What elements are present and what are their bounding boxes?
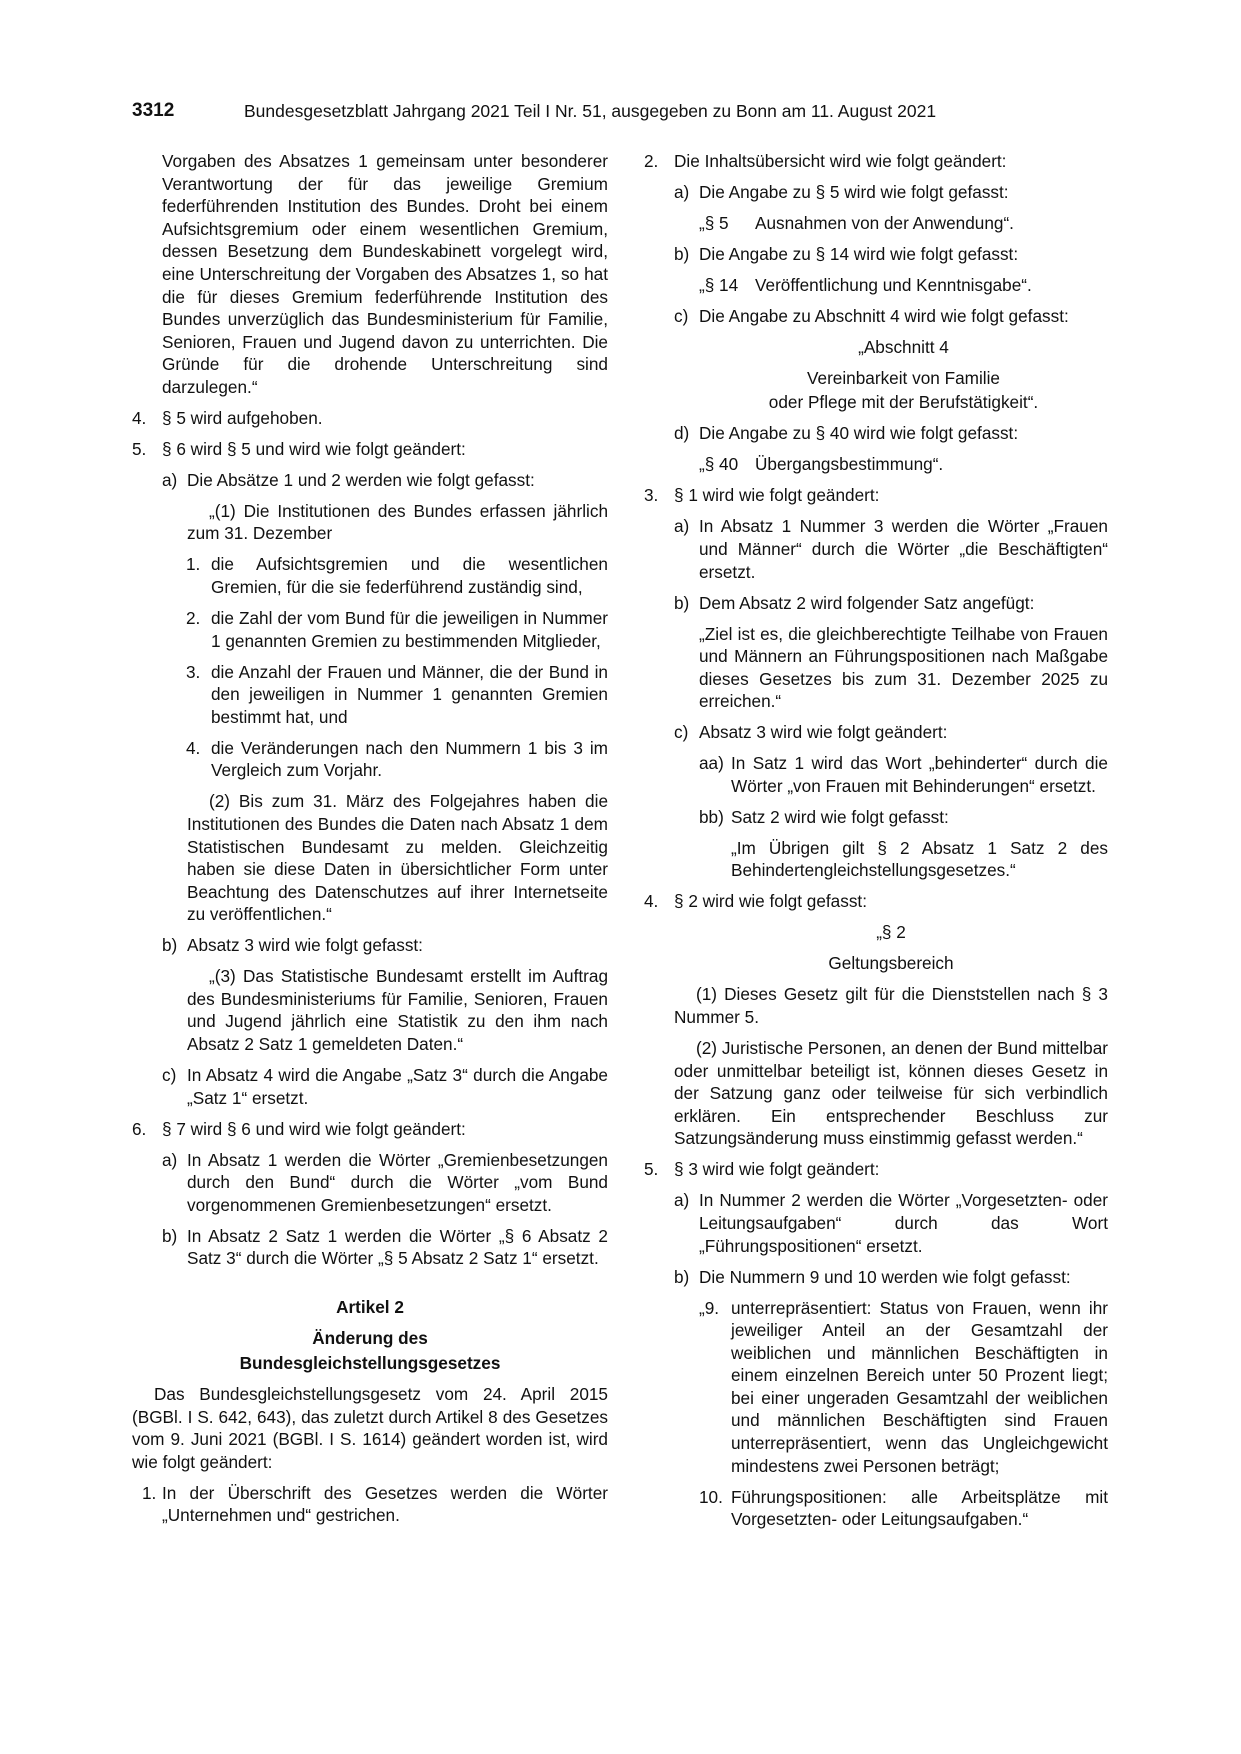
numbered-item-3: 3. die Anzahl der Frauen und Männer, die der Bund in den jeweiligen in Nummer 1 genannten Gremien bestimmt hat, und bbox=[186, 661, 608, 727]
list-item-6a: a) In Absatz 1 werden die Wörter „Gremienbesetzungen durch den Bund“ durch die Wörter „vom Bund vorgenommenen Gremienbesetzungen“ ersetzt. bbox=[162, 1149, 608, 1215]
geltungsbereich-paragraph-2: (2) Juristische Personen, an denen der Bund mittelbar oder unmittelbar beteiligt ist, können dieses Gesetz in der Satzung ganz oder teilweise für sich verbindlich erklären. Ein entsprechender Beschluss zur Satzungsänderung muss einstimmig gefasst werden.“ bbox=[674, 1038, 1108, 1149]
quote-paragraph-1: „(1) Die Institutionen des Bundes erfassen jährlich zum 31. Dezember bbox=[187, 500, 608, 544]
definition-item-9: „9. unterrepräsentiert: Status von Frauen, wenn ihr jeweiliger Anteil an der Gesamtzahl der weiblichen und männlichen Beschäftigten in einem einzelnen Bereich unter 50 Prozent liegt; bei einer ungeraden Gesamtzahl der weiblichen und männlichen Beschäftigten sind Frauen unterrepräsentiert, wenn das Ungleichgewicht mindestens zwei Personen beträgt; bbox=[699, 1297, 1108, 1476]
numbered-item-4: 4. die Veränderungen nach den Nummern 1 bis 3 im Vergleich zum Vorjahr. bbox=[186, 737, 608, 781]
toc-entry-5: „§ 5 Ausnahmen von der Anwendung“. bbox=[699, 212, 1014, 233]
list-item-2c: c) Die Angabe zu Abschnitt 4 wird wie folgt gefasst: bbox=[674, 305, 1069, 326]
quote-goal: „Ziel ist es, die gleichberechtigte Teilhabe von Frauen und Männern an Führungspositionen nach Maßgabe dieses Gesetzes bis zum 31. Dezember 2025 zu erreichen.“ bbox=[699, 623, 1108, 712]
paragraph-continuation: Vorgaben des Absatzes 1 gemeinsam unter besonderer Verantwortung der für das jeweilige Gremium federführenden Institution des Bundes. Droht bei einem Aufsichtsgremium oder einem wesentlichen Gremium, dessen Besetzung dem Bundeskabinett vorgelegt wird, eine Unterschreitung der Vorgaben des Absatzes 1, so hat die für dieses Gremium federführende Institution des Bundes unverzüglich das Bundesministerium für Familie, Senioren, Frauen und Jugend davon zu unterrichten. Die Gründe für die drohende Unterschreitung sind darzulegen.“ bbox=[162, 151, 608, 397]
page-number: 3312 bbox=[132, 100, 175, 121]
numbered-item-1: 1. die Aufsichtsgremien und die wesentlichen Gremien, für die sie federführend zuständig sind, bbox=[186, 554, 608, 598]
list-item-2d: d) Die Angabe zu § 40 wird wie folgt gefasst: bbox=[674, 423, 1019, 444]
section-heading-line-1: Vereinbarkeit von Familie bbox=[807, 367, 1000, 388]
article-item-1: 1. In der Überschrift des Gesetzes werden die Wörter „Unternehmen und“ gestrichen. bbox=[142, 1482, 608, 1526]
toc-entry-14: „§ 14 Veröffentlichung und Kenntnisgabe“. bbox=[699, 274, 1032, 295]
list-item-5c: c) In Absatz 4 wird die Angabe „Satz 3“ durch die Angabe „Satz 1“ ersetzt. bbox=[162, 1065, 608, 1108]
toc-entry-40: „§ 40 Übergangsbestimmung“. bbox=[699, 454, 944, 475]
list-item-3a: a) In Absatz 1 Nummer 3 werden die Wörter „Frauen und Männer“ durch die Wörter „die Beschäftigten“ ersetzt. bbox=[674, 516, 1108, 582]
geltungsbereich-paragraph-1: (1) Dieses Gesetz gilt für die Dienststellen nach § 3 Nummer 5. bbox=[674, 984, 1108, 1028]
list-item-2: 2. Die Inhaltsübersicht wird wie folgt geändert: bbox=[644, 151, 1007, 171]
paragraph-heading-2: „§ 2 bbox=[876, 922, 906, 943]
page-header bbox=[132, 100, 1000, 126]
section-heading-line-2: oder Pflege mit der Berufstätigkeit“. bbox=[768, 392, 1039, 413]
paragraph-heading-geltungsbereich: Geltungsbereich bbox=[828, 953, 954, 974]
definition-item-10: 10. Führungspositionen: alle Arbeitsplätze mit Vorgesetzten- oder Leitungsaufgaben.“ bbox=[699, 1486, 1108, 1530]
list-item-3: 3. § 1 wird wie folgt geändert: bbox=[644, 485, 880, 506]
list-item-5: 5. § 6 wird § 5 und wird wie folgt geändert: bbox=[132, 438, 466, 459]
list-item-5a: a) In Nummer 2 werden die Wörter „Vorgesetzten- oder Leitungsaufgaben“ durch das Wort „Führungspositionen“ ersetzt. bbox=[674, 1190, 1108, 1256]
list-item-5: 5. § 3 wird wie folgt geändert: bbox=[644, 1159, 880, 1180]
left-column bbox=[132, 150, 608, 1535]
list-item-2b: b) Die Angabe zu § 14 wird wie folgt gefasst: bbox=[674, 243, 1019, 264]
list-item-4: 4. § 2 wird wie folgt gefasst: bbox=[644, 891, 867, 912]
header-title: Bundesgesetzblatt Jahrgang 2021 Teil I Nr. 51, ausgegeben zu Bonn am 11. August 2021 bbox=[244, 101, 937, 121]
quote-paragraph-2: (2) Bis zum 31. März des Folgejahres haben die Institutionen des Bundes die Daten nach Absatz 1 dem Statistischen Bundesamt zu melden. Gleichzeitig haben sie diese Daten in übersichtlicher Form unter Beachtung des Datenschutzes auf ihrer Internetseite zu veröffentlichen.“ bbox=[187, 791, 608, 925]
quote-satz-2: „Im Übrigen gilt § 2 Absatz 1 Satz 2 des Behindertengleichstellungsgesetzes.“ bbox=[731, 837, 1108, 881]
list-item-3b: b) Dem Absatz 2 wird folgender Satz angefügt: bbox=[674, 592, 1035, 613]
right-column bbox=[644, 150, 1108, 1539]
list-item-6: 6. § 7 wird § 6 und wird wie folgt geändert: bbox=[132, 1118, 466, 1139]
article-subtitle-line-1: Änderung des bbox=[312, 1328, 428, 1349]
list-item-5b: b) Die Nummern 9 und 10 werden wie folgt gefasst: bbox=[674, 1266, 1071, 1287]
list-item-3c: c) Absatz 3 wird wie folgt geändert: bbox=[674, 722, 948, 743]
numbered-item-2: 2. die Zahl der vom Bund für die jeweiligen in Nummer 1 genannten Gremien zu bestimmenden Mitglieder, bbox=[186, 608, 608, 651]
list-item-3c-aa: aa) In Satz 1 wird das Wort „behinderter“ durch die Wörter „von Frauen mit Behinderungen“ ersetzt. bbox=[699, 753, 1108, 796]
list-item-6b: b) In Absatz 2 Satz 1 werden die Wörter „§ 6 Absatz 2 Satz 3“ durch die Wörter „§ 5 Absatz 2 Satz 1“ ersetzt. bbox=[162, 1225, 608, 1269]
list-item-5b: b) Absatz 3 wird wie folgt gefasst: bbox=[162, 935, 423, 956]
quote-paragraph-3: „(3) Das Statistische Bundesamt erstellt im Auftrag des Bundesministeriums für Familie, Senioren, Frauen und Jugend jährlich eine Statistik zu den ihm nach Absatz 2 Satz 1 gemeldeten Daten.“ bbox=[187, 966, 608, 1055]
article-title: Artikel 2 bbox=[336, 1297, 404, 1318]
list-item-4: 4. § 5 wird aufgehoben. bbox=[132, 407, 323, 428]
section-heading-number: „Abschnitt 4 bbox=[858, 336, 949, 357]
article-intro: Das Bundesgleichstellungsgesetz vom 24. April 2015 (BGBl. I S. 642, 643), das zuletzt durch Artikel 8 des Gesetzes vom 9. Juni 2021 (BGBl. I S. 1614) geändert worden ist, wird wie folgt geändert: bbox=[132, 1383, 608, 1472]
list-item-5a: a) Die Absätze 1 und 2 werden wie folgt gefasst: bbox=[162, 469, 535, 490]
article-subtitle-line-2: Bundesgleichstellungsgesetzes bbox=[239, 1352, 501, 1373]
list-item-2a: a) Die Angabe zu § 5 wird wie folgt gefasst: bbox=[674, 181, 1009, 202]
list-item-3c-bb: bb) Satz 2 wird wie folgt gefasst: bbox=[699, 806, 949, 827]
